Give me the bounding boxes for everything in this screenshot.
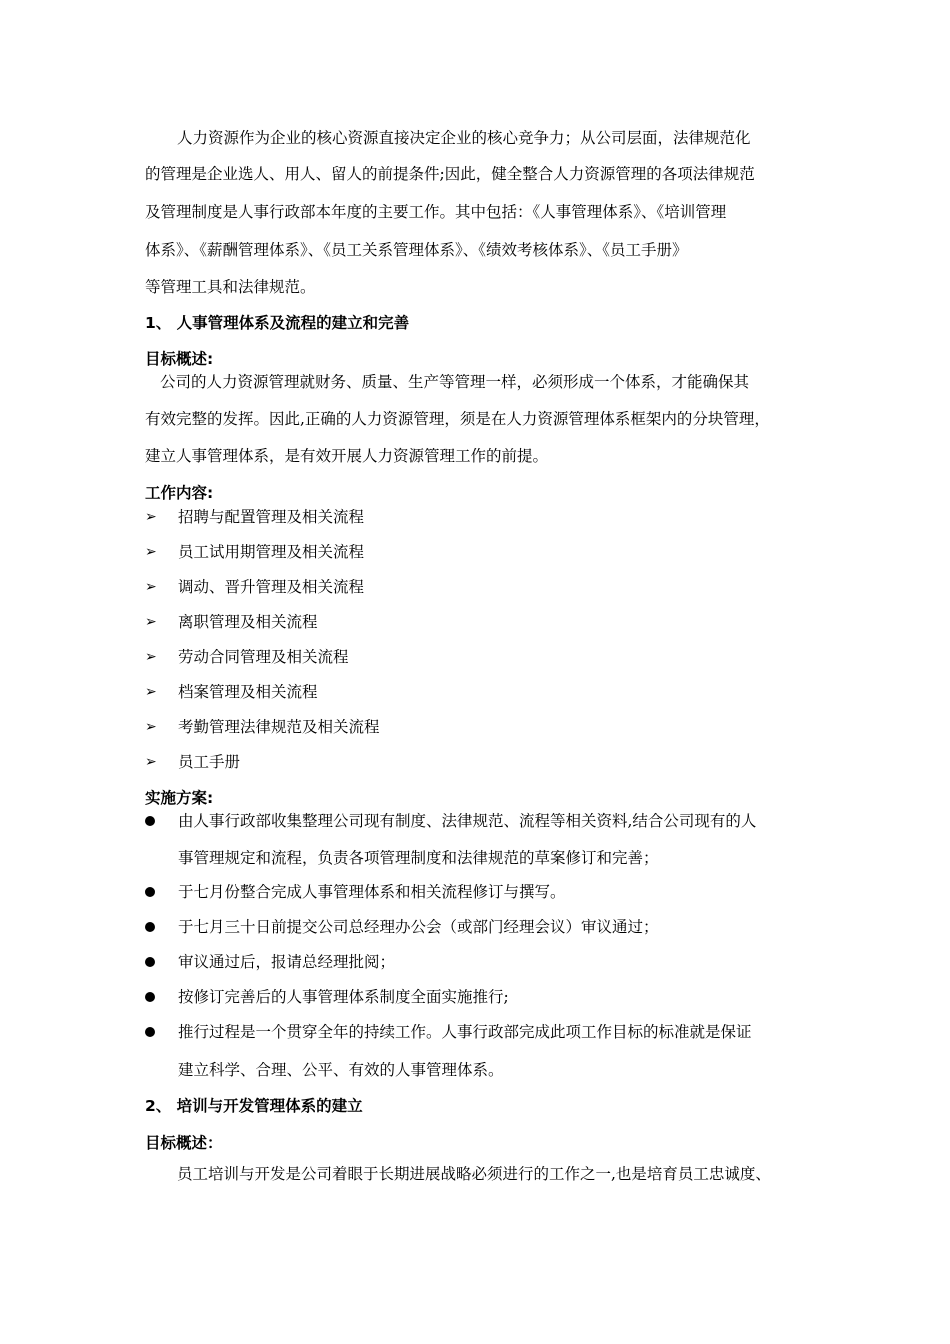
intro-line: 的管理是企业选人、用人、留人的前提条件;因此，健全整合人力资源管理的各项法律规范 [145,165,755,183]
section-1-goal-line: 公司的人力资源管理就财务、质量、生产等管理一样，必须形成一个体系，才能确保其 [160,373,750,391]
content-item: 调动、晋升管理及相关流程 [178,578,365,596]
content-item: 档案管理及相关流程 [178,683,318,701]
arrow-bullet-icon: ➢ [145,684,157,700]
section-2-title: 2、 培训与开发管理体系的建立 [145,1097,363,1115]
dot-bullet-icon [145,922,155,932]
dot-bullet-icon [145,887,155,897]
arrow-bullet-icon: ➢ [145,544,157,560]
section-1-title: 1、 人事管理体系及流程的建立和完善 [145,314,410,332]
content-item: 员工试用期管理及相关流程 [178,543,365,561]
dot-bullet-icon [145,957,155,967]
section-1-plan-label: 实施方案: [145,789,214,807]
section-2-goal-label: 目标概述： [145,1134,223,1152]
content-item: 员工手册 [178,753,241,771]
arrow-bullet-icon: ➢ [145,649,157,665]
arrow-bullet-icon: ➢ [145,754,157,770]
section-2-goal-line: 员工培训与开发是公司着眼于长期进展战略必须进行的工作之一,也是培育员工忠诚度、 [177,1165,771,1183]
dot-bullet-icon [145,992,155,1002]
plan-line: 建立科学、合理、公平、有效的人事管理体系。 [178,1061,504,1079]
plan-line: 由人事行政部收集整理公司现有制度、法律规范、流程等相关资料,结合公司现有的人 [178,812,757,830]
section-1-goal-line: 建立人事管理体系，是有效开展人力资源管理工作的前提。 [145,447,549,465]
section-1-goal-label: 目标概述: [145,350,214,368]
content-item: 离职管理及相关流程 [178,613,318,631]
arrow-bullet-icon: ➢ [145,719,157,735]
dot-bullet-icon [145,1027,155,1037]
content-item: 考勤管理法律规范及相关流程 [178,718,380,736]
content-item: 劳动合同管理及相关流程 [178,648,349,666]
plan-line: 于七月三十日前提交公司总经理办公会（或部门经理会议）审议通过； [178,918,659,936]
intro-line: 人力资源作为企业的核心资源直接决定企业的核心竞争力；从公司层面，法律规范化 [177,129,751,147]
plan-line: 按修订完善后的人事管理体系制度全面实施推行; [178,988,509,1006]
intro-line: 等管理工具和法律规范。 [145,278,316,296]
arrow-bullet-icon: ➢ [145,579,157,595]
dot-bullet-icon [145,816,155,826]
plan-line: 事管理规定和流程，负责各项管理制度和法律规范的草案修订和完善； [178,849,659,867]
arrow-bullet-icon: ➢ [145,614,157,630]
content-item: 招聘与配置管理及相关流程 [178,508,365,526]
section-1-content-label: 工作内容: [145,484,214,502]
plan-line: 推行过程是一个贯穿全年的持续工作。人事行政部完成此项工作目标的标准就是保证 [178,1023,752,1041]
plan-line: 审议通过后，报请总经理批阅； [178,953,396,971]
intro-line: 体系》、《薪酬管理体系》、《员工关系管理体系》、《绩效考核体系》、《员工手册》 [145,241,688,259]
intro-line: 及管理制度是人事行政部本年度的主要工作。其中包括：《人事管理体系》、《培训管理 [145,203,727,221]
plan-line: 于七月份整合完成人事管理体系和相关流程修订与撰写。 [178,883,566,901]
arrow-bullet-icon: ➢ [145,509,157,525]
section-1-goal-line: 有效完整的发挥。因此,正确的人力资源管理，须是在人力资源管理体系框架内的分块管理， [145,410,770,428]
